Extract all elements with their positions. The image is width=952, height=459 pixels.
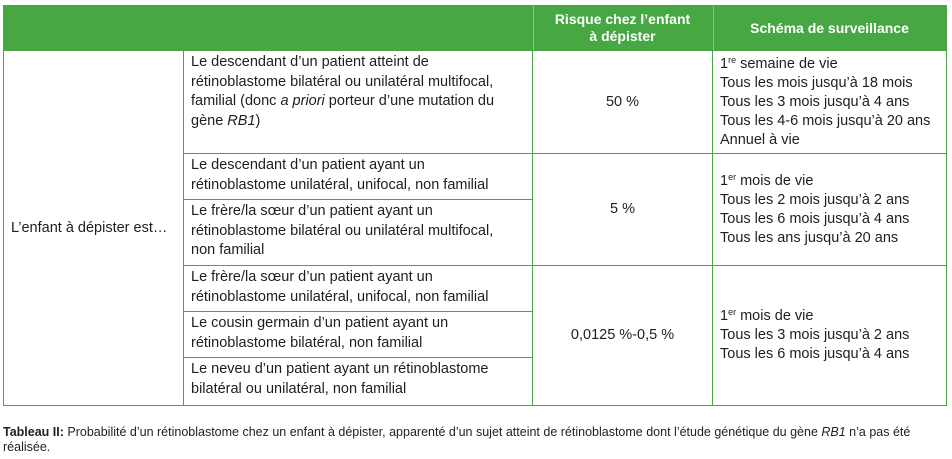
relative-description-cell bbox=[184, 358, 533, 406]
text-segment: gène bbox=[191, 112, 228, 129]
ordinal-number: 1 bbox=[720, 55, 729, 72]
ordinal-suffix: er bbox=[728, 171, 737, 182]
ordinal-number: 1 bbox=[720, 172, 729, 189]
description-line: Le frère/la sœur d’un patient ayant un bbox=[191, 269, 433, 285]
surveillance-schedule-cell bbox=[713, 266, 947, 406]
relative-description-cell bbox=[184, 266, 533, 312]
caption-text: réalisée. bbox=[3, 440, 51, 454]
schedule-line: Tous les ans jusqu’à 20 ans bbox=[720, 229, 899, 246]
relative-description-cell bbox=[184, 51, 533, 154]
description-line bbox=[191, 112, 525, 132]
ordinal-suffix: er bbox=[728, 307, 737, 318]
header-empty-cell bbox=[4, 6, 533, 51]
description-line: rétinoblastome bilatéral ou unilatéral multifocal, bbox=[191, 73, 494, 90]
description-line: bilatéral ou unilatéral, non familial bbox=[191, 380, 407, 397]
schedule-line: Tous les 6 mois jusqu’à 4 ans bbox=[720, 346, 910, 362]
surveillance-schedule-cell bbox=[713, 51, 947, 154]
caption-label: Tableau II: bbox=[3, 425, 64, 439]
caption-text: n’a pas été bbox=[845, 425, 911, 439]
schedule-line bbox=[720, 307, 939, 326]
surveillance-schedule-cell bbox=[713, 154, 947, 266]
table-row bbox=[4, 51, 947, 154]
description-line: rétinoblastome bilatéral ou unilatéral multifocal, bbox=[191, 222, 494, 239]
schedule-line: Annuel à vie bbox=[720, 131, 800, 148]
description-line: Le frère/la sœur d’un patient ayant un bbox=[191, 203, 433, 219]
relative-description-cell bbox=[184, 154, 533, 200]
schedule-line: Tous les 4-6 mois jusqu’à 20 ans bbox=[720, 112, 931, 129]
schedule-line: Tous les 2 mois jusqu’à 2 ans bbox=[720, 191, 910, 208]
schedule-line: Tous les mois jusqu’à 18 mois bbox=[720, 74, 913, 91]
text-segment: ) bbox=[255, 112, 261, 129]
schedule-line: Tous les 3 mois jusqu’à 4 ans bbox=[720, 93, 910, 110]
header-risk-line: à dépister bbox=[589, 28, 656, 44]
schedule-line bbox=[720, 172, 939, 191]
schedule-text: mois de vie bbox=[736, 308, 814, 324]
gene-name: RB1 bbox=[821, 425, 846, 439]
header-risk-cell bbox=[533, 6, 713, 51]
description-line: Le cousin germain d’un patient ayant un bbox=[191, 315, 449, 331]
risk-value-cell: 5 % bbox=[533, 154, 713, 266]
schedule-text: semaine de vie bbox=[736, 55, 838, 72]
ordinal-number: 1 bbox=[720, 308, 729, 324]
risk-value-cell: 50 % bbox=[533, 51, 713, 154]
description-line: rétinoblastome unilatéral, unifocal, non familial bbox=[191, 176, 489, 193]
caption-text: Probabilité d’un rétinoblastome chez un enfant à dépister, apparenté d’un sujet atteint de rétinoblastome dont l’étude génétique du gène bbox=[63, 425, 822, 439]
relative-description-cell bbox=[184, 312, 533, 358]
caption-line bbox=[3, 425, 949, 440]
schedule-text: mois de vie bbox=[736, 172, 814, 189]
risk-value-cell: 0,0125 %-0,5 % bbox=[533, 266, 713, 406]
gene-name: RB1 bbox=[227, 112, 256, 129]
description-line: Le neveu d’un patient ayant un rétinoblastome bbox=[191, 361, 489, 377]
caption-line bbox=[3, 440, 949, 455]
header-schedule-cell: Schéma de surveillance bbox=[713, 6, 947, 51]
description-line bbox=[191, 92, 525, 112]
description-line: non familial bbox=[191, 242, 265, 258]
description-line: rétinoblastome bilatéral, non familial bbox=[191, 334, 423, 351]
text-segment: familial (donc bbox=[191, 93, 281, 109]
italic-term: a priori bbox=[280, 93, 325, 109]
schedule-line bbox=[720, 55, 939, 74]
description-line: Le descendant d’un patient ayant un bbox=[191, 157, 425, 173]
relative-description-cell bbox=[184, 200, 533, 266]
table-caption bbox=[3, 425, 949, 455]
text-segment: porteur d’une mutation du bbox=[324, 93, 495, 109]
ordinal-suffix: re bbox=[728, 54, 737, 65]
header-risk-line: Risque chez l’enfant bbox=[554, 11, 691, 27]
schedule-line: Tous les 6 mois jusqu’à 4 ans bbox=[720, 210, 910, 227]
surveillance-table bbox=[3, 5, 947, 406]
schedule-line: Tous les 3 mois jusqu’à 2 ans bbox=[720, 327, 910, 343]
header-row bbox=[4, 6, 947, 51]
description-line: rétinoblastome unilatéral, unifocal, non familial bbox=[191, 288, 489, 305]
row-label-cell: L’enfant à dépister est… bbox=[4, 51, 184, 406]
description-line: Le descendant d’un patient atteint de bbox=[191, 54, 429, 70]
